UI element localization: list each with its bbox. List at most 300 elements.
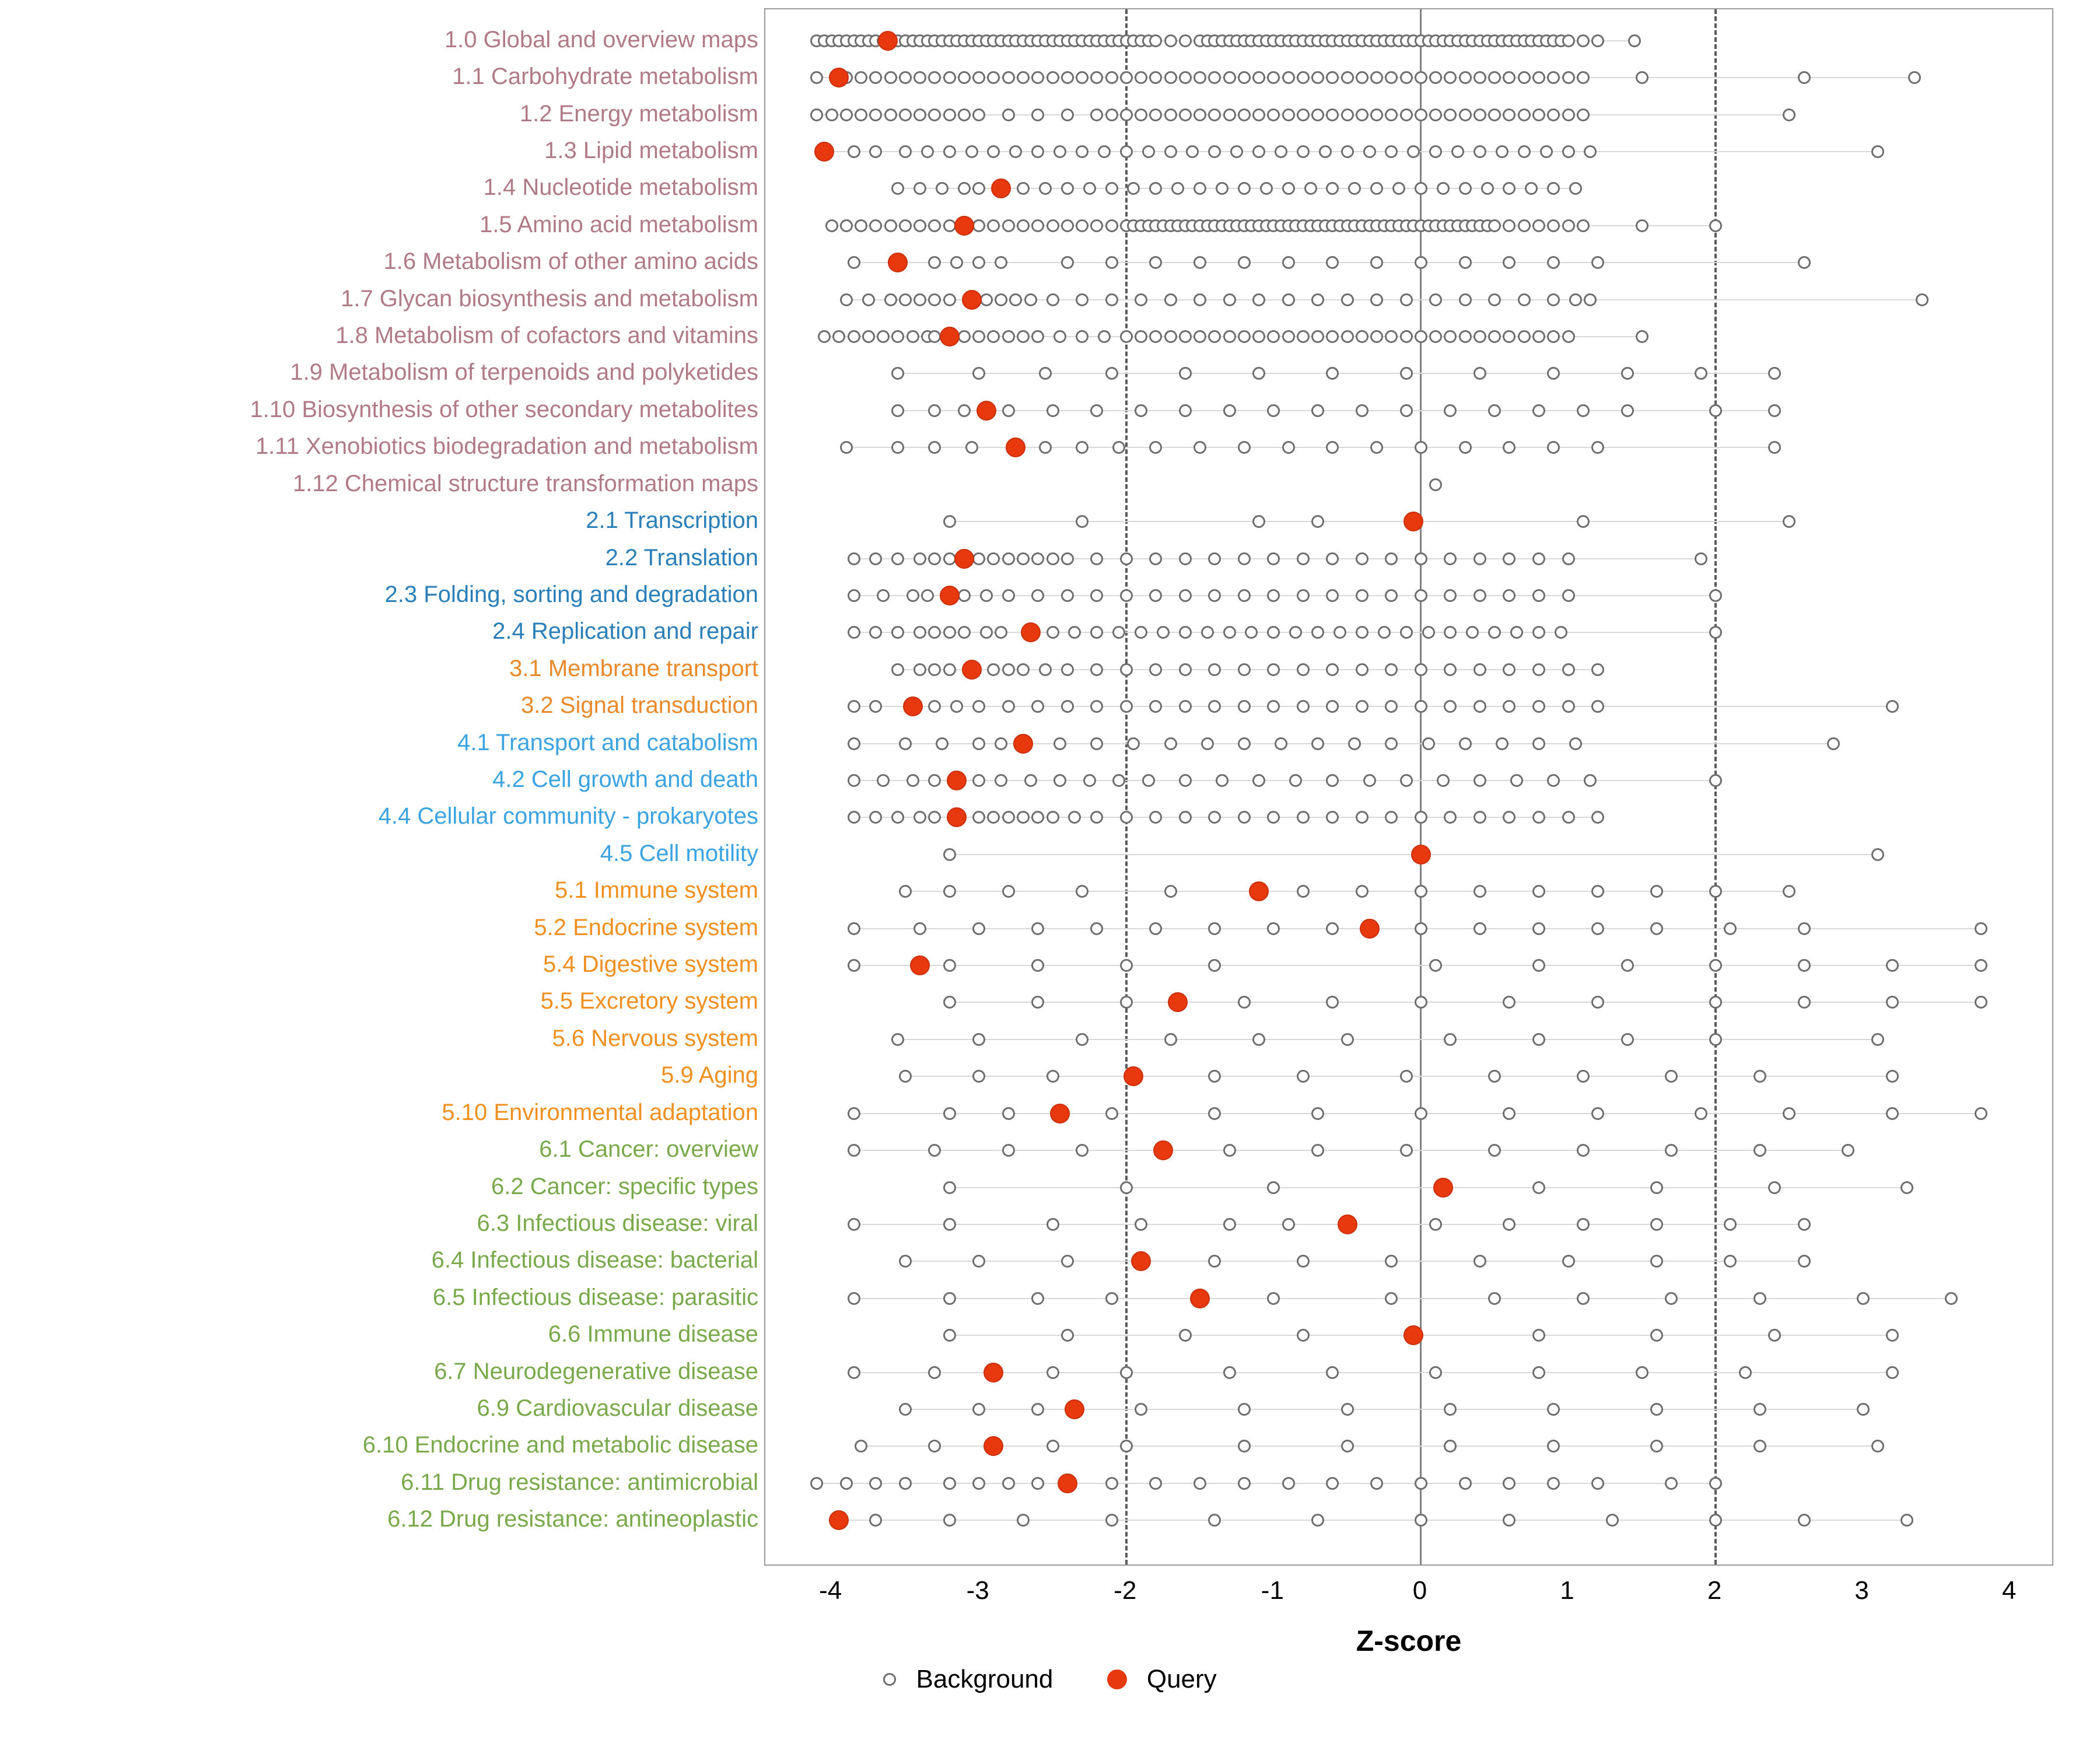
background-point (1090, 71, 1103, 84)
background-point (1194, 1477, 1206, 1490)
background-point (1002, 330, 1015, 343)
background-point (1444, 1033, 1457, 1046)
background-point (1562, 589, 1575, 602)
background-point (1275, 145, 1287, 158)
background-point (1474, 1255, 1486, 1268)
background-point (1179, 34, 1192, 47)
category-label: 2.2 Translation (605, 544, 758, 570)
background-point (1149, 182, 1162, 195)
background-point (943, 996, 956, 1009)
background-point (1297, 552, 1310, 565)
background-point (1650, 885, 1663, 898)
background-point (1370, 441, 1383, 454)
background-point (1341, 1403, 1354, 1416)
background-point (1179, 774, 1192, 787)
background-point (1326, 811, 1339, 824)
background-point (1090, 219, 1103, 232)
background-point (1503, 441, 1516, 454)
background-point (1334, 626, 1346, 639)
background-point (1400, 1070, 1413, 1083)
background-point (1547, 1477, 1560, 1490)
background-point (1709, 1033, 1722, 1046)
background-point (1297, 1255, 1310, 1268)
background-point (914, 293, 926, 306)
background-point (1061, 71, 1074, 84)
background-point (943, 108, 956, 121)
background-point (1768, 441, 1781, 454)
background-point (1157, 626, 1170, 639)
background-point (1179, 700, 1192, 713)
legend-label-background: Background (916, 1664, 1054, 1693)
background-point (1186, 145, 1199, 158)
background-point (1754, 1144, 1766, 1157)
background-point (1429, 293, 1442, 306)
background-point (936, 737, 949, 750)
background-point (1415, 885, 1427, 898)
background-point (1636, 1366, 1648, 1379)
background-point (1798, 959, 1811, 972)
category-label: 1.0 Global and overview maps (444, 26, 758, 52)
background-point (899, 1255, 912, 1268)
background-point (1098, 145, 1111, 158)
background-point (1562, 330, 1575, 343)
background-point (1871, 145, 1884, 158)
background-point (1532, 330, 1545, 343)
background-point (1488, 293, 1501, 306)
background-point (1709, 1477, 1722, 1490)
query-point (954, 216, 974, 236)
background-point (1591, 811, 1604, 824)
category-label: 1.10 Biosynthesis of other secondary metabolites (250, 396, 758, 422)
background-point (877, 774, 890, 787)
background-point (972, 71, 985, 84)
background-point (1415, 1107, 1427, 1120)
background-point (1975, 996, 1987, 1009)
background-point (891, 811, 904, 824)
background-point (1031, 1403, 1044, 1416)
background-point (1164, 108, 1177, 121)
background-point (1149, 922, 1162, 935)
background-point (965, 145, 978, 158)
background-point (907, 774, 919, 787)
background-point (1238, 182, 1251, 195)
background-point (1474, 330, 1486, 343)
background-point (921, 145, 934, 158)
background-point (1260, 182, 1273, 195)
background-point (1474, 552, 1486, 565)
background-point (943, 145, 956, 158)
background-point (1400, 774, 1413, 787)
background-point (1488, 626, 1501, 639)
background-point (869, 219, 882, 232)
background-point (1090, 404, 1103, 417)
background-point (1650, 1255, 1663, 1268)
background-point (1459, 293, 1472, 306)
background-point (1149, 663, 1162, 676)
background-point (1090, 663, 1103, 676)
background-point (1297, 700, 1310, 713)
background-point (1002, 552, 1015, 565)
background-point (1444, 1440, 1457, 1452)
query-point (1168, 992, 1188, 1012)
background-point (810, 108, 823, 121)
background-point (1238, 71, 1251, 84)
background-point (1650, 1181, 1663, 1194)
background-point (1370, 108, 1383, 121)
background-point (1031, 589, 1044, 602)
background-point (1415, 663, 1427, 676)
category-label: 1.3 Lipid metabolism (544, 137, 758, 163)
background-point (1216, 774, 1228, 787)
background-point (1577, 34, 1590, 47)
background-point (1149, 1477, 1162, 1490)
background-point (1356, 885, 1368, 898)
background-point (1871, 1440, 1884, 1452)
background-point (1768, 1329, 1781, 1342)
background-point (899, 1477, 912, 1490)
background-point (1289, 774, 1302, 787)
background-point (1636, 71, 1648, 84)
query-marker-icon (1107, 1670, 1127, 1689)
background-point (1577, 219, 1590, 232)
background-point (1238, 737, 1251, 750)
background-point (1415, 922, 1427, 935)
background-point (1356, 663, 1368, 676)
background-point (1282, 71, 1295, 84)
background-point (1179, 626, 1192, 639)
background-point (943, 515, 956, 528)
background-point (1562, 811, 1575, 824)
background-point (1120, 663, 1133, 676)
background-point (1002, 700, 1015, 713)
background-point (972, 552, 985, 565)
background-point (1341, 1033, 1354, 1046)
background-point (1105, 1292, 1118, 1305)
background-point (1665, 1477, 1678, 1490)
background-point (810, 71, 823, 84)
background-point (1061, 663, 1074, 676)
category-label: 6.6 Immune disease (548, 1321, 758, 1348)
background-point (1503, 996, 1516, 1009)
background-point (928, 663, 941, 676)
category-row-line (846, 447, 1774, 448)
chart-legend (0, 1662, 2100, 1694)
background-point (1142, 145, 1155, 158)
background-point (1437, 774, 1450, 787)
background-point (1252, 774, 1265, 787)
background-point (1024, 293, 1037, 306)
background-point (943, 1218, 956, 1231)
background-point (1105, 256, 1118, 269)
category-label: 5.4 Digestive system (542, 951, 758, 978)
background-point (1311, 1514, 1324, 1527)
background-point (1444, 552, 1457, 565)
background-point (1901, 1181, 1913, 1194)
background-point (1017, 330, 1030, 343)
background-point (1289, 626, 1302, 639)
background-point (1245, 626, 1258, 639)
background-point (1857, 1403, 1870, 1416)
background-point (1444, 1403, 1457, 1416)
background-point (1009, 293, 1022, 306)
background-point (1356, 811, 1368, 824)
background-point (1326, 441, 1339, 454)
background-point (832, 330, 845, 343)
background-point (1127, 737, 1140, 750)
query-point (1404, 512, 1423, 531)
background-point (1031, 700, 1044, 713)
background-point (1223, 1144, 1236, 1157)
background-point (1002, 663, 1015, 676)
background-point (1017, 1514, 1030, 1527)
background-point (891, 182, 904, 195)
background-point (928, 552, 941, 565)
background-point (1098, 330, 1111, 343)
background-point (899, 737, 912, 750)
background-point (928, 71, 941, 84)
background-point (1459, 182, 1472, 195)
background-point (1562, 552, 1575, 565)
background-point (965, 441, 978, 454)
background-point (1223, 1218, 1236, 1231)
background-point (1267, 663, 1280, 676)
category-label: 1.12 Chemical structure transformation maps (292, 470, 758, 496)
background-point (899, 1070, 912, 1083)
background-point (848, 145, 860, 158)
background-point (1474, 589, 1486, 602)
background-point (1503, 1107, 1516, 1120)
background-point (891, 330, 904, 343)
background-point (1444, 626, 1457, 639)
background-point (914, 922, 926, 935)
background-point (1076, 515, 1088, 528)
background-point (1046, 219, 1059, 232)
background-point (1886, 1070, 1899, 1083)
background-point (1252, 108, 1265, 121)
background-point (1061, 1329, 1074, 1342)
background-point (1238, 663, 1251, 676)
background-point (1385, 552, 1398, 565)
background-point (869, 552, 882, 565)
category-label: 5.10 Environmental adaptation (442, 1099, 758, 1125)
background-point (840, 219, 853, 232)
category-row-line (950, 1002, 1981, 1003)
background-point (1208, 1107, 1221, 1120)
background-point (1798, 1514, 1811, 1527)
background-point (972, 1403, 985, 1416)
background-point (1171, 182, 1184, 195)
background-point (1415, 71, 1427, 84)
background-point (980, 589, 993, 602)
background-point (1916, 293, 1929, 306)
background-point (884, 71, 897, 84)
background-point (899, 885, 912, 898)
background-point (972, 182, 985, 195)
background-point (1739, 1366, 1752, 1379)
background-point (1783, 885, 1796, 898)
background-point (1908, 71, 1921, 84)
background-point (1311, 293, 1324, 306)
background-point (1547, 108, 1560, 121)
background-point (1326, 552, 1339, 565)
query-point (829, 1510, 849, 1530)
plot-area (764, 8, 2053, 1566)
background-point (1216, 182, 1228, 195)
background-point (1061, 108, 1074, 121)
background-point (1636, 330, 1648, 343)
query-point (984, 1363, 1003, 1382)
background-point (1341, 1440, 1354, 1452)
query-point (910, 956, 930, 975)
background-point (848, 552, 860, 565)
query-point (1360, 919, 1380, 939)
query-point (991, 178, 1011, 198)
background-point (1901, 1514, 1913, 1527)
background-point (1326, 1366, 1339, 1379)
background-point (1709, 885, 1722, 898)
background-point (891, 663, 904, 676)
background-point (1223, 626, 1236, 639)
background-point (1488, 71, 1501, 84)
background-point (1532, 922, 1545, 935)
background-point (1370, 256, 1383, 269)
background-point (1311, 108, 1324, 121)
background-point (1282, 330, 1295, 343)
background-point (1297, 71, 1310, 84)
background-point (1503, 811, 1516, 824)
background-point (1400, 293, 1413, 306)
background-point (1061, 552, 1074, 565)
background-point (1400, 626, 1413, 639)
background-point (1194, 71, 1206, 84)
background-point (1208, 663, 1221, 676)
background-point (1076, 441, 1088, 454)
background-point (1400, 108, 1413, 121)
background-point (1326, 182, 1339, 195)
background-point (943, 1477, 956, 1490)
background-point (1267, 589, 1280, 602)
query-point (1065, 1399, 1084, 1419)
background-point (1385, 108, 1398, 121)
query-point (1058, 1474, 1077, 1493)
background-point (1090, 737, 1103, 750)
background-point (914, 663, 926, 676)
background-point (1665, 1292, 1678, 1305)
background-point (1415, 330, 1427, 343)
background-point (1503, 71, 1516, 84)
background-point (848, 774, 860, 787)
background-point (1503, 552, 1516, 565)
background-point (1090, 922, 1103, 935)
background-point (1577, 1292, 1590, 1305)
query-point (947, 771, 967, 790)
background-point (1076, 219, 1088, 232)
background-point (1046, 1070, 1059, 1083)
background-point (855, 1440, 867, 1452)
background-point (943, 663, 956, 676)
category-row-line (898, 410, 1774, 411)
background-point (1650, 1329, 1663, 1342)
background-point (1945, 1292, 1958, 1305)
background-point (818, 330, 831, 343)
background-point (1031, 330, 1044, 343)
category-row-line (905, 1409, 1863, 1410)
category-label: 3.1 Membrane transport (509, 655, 758, 681)
background-point (1046, 71, 1059, 84)
query-point (1124, 1066, 1143, 1086)
background-point (1201, 626, 1214, 639)
background-point (1002, 589, 1015, 602)
background-point (1415, 996, 1427, 1009)
background-point (1149, 256, 1162, 269)
background-point (1061, 589, 1074, 602)
background-point (995, 774, 1007, 787)
background-point (1179, 367, 1192, 380)
category-label: 2.3 Folding, sorting and degradation (384, 581, 758, 607)
background-point (1474, 71, 1486, 84)
background-point (1871, 848, 1884, 861)
background-point (1547, 1440, 1560, 1452)
background-point (1061, 256, 1074, 269)
background-point (1429, 478, 1442, 491)
background-point (1496, 145, 1508, 158)
background-point (1562, 34, 1575, 47)
background-point (1252, 515, 1265, 528)
query-point (888, 253, 908, 272)
background-point (1164, 737, 1177, 750)
background-point (972, 774, 985, 787)
background-point (1341, 71, 1354, 84)
background-point (840, 108, 853, 121)
background-point (928, 256, 941, 269)
background-point (848, 811, 860, 824)
background-point (840, 1477, 853, 1490)
background-point (943, 626, 956, 639)
background-point (1149, 71, 1162, 84)
background-point (1385, 589, 1398, 602)
category-label: 6.12 Drug resistance: antineoplastic (387, 1506, 758, 1532)
background-point (1112, 441, 1125, 454)
background-point (899, 145, 912, 158)
background-point (869, 626, 882, 639)
background-point (1783, 108, 1796, 121)
category-label: 1.8 Metabolism of cofactors and vitamins (335, 323, 758, 349)
background-point (1002, 1477, 1015, 1490)
category-label: 1.2 Energy metabolism (519, 100, 758, 127)
background-point (958, 404, 971, 417)
background-point (1230, 145, 1243, 158)
background-point (943, 848, 956, 861)
x-axis-tick-label: -1 (1261, 1576, 1284, 1605)
background-point (972, 367, 985, 380)
background-point (1488, 1144, 1501, 1157)
background-point (1238, 330, 1251, 343)
background-point (1709, 589, 1722, 602)
background-point (1569, 293, 1582, 306)
background-point (891, 441, 904, 454)
background-point (1356, 108, 1368, 121)
background-point (855, 219, 867, 232)
background-point (1547, 367, 1560, 380)
background-point (848, 922, 860, 935)
background-point (1179, 1329, 1192, 1342)
background-point (1348, 182, 1361, 195)
background-point (1577, 1070, 1590, 1083)
background-point (1356, 552, 1368, 565)
background-point (840, 293, 853, 306)
background-point (899, 71, 912, 84)
background-point (1017, 182, 1030, 195)
